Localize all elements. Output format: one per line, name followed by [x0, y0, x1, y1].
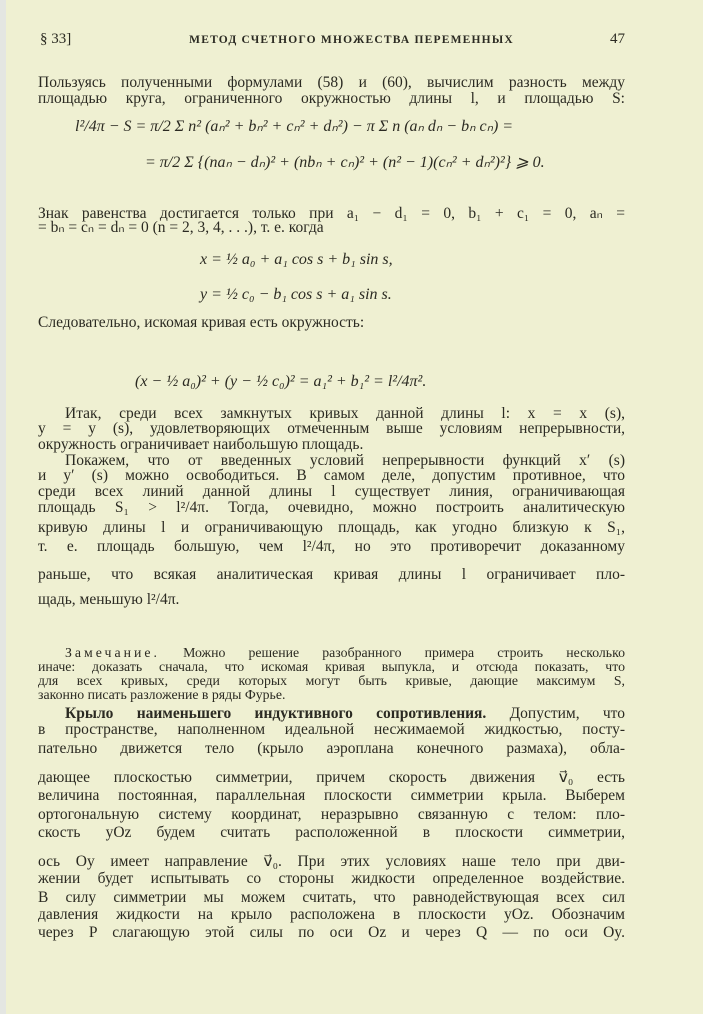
text-fragment: Допустим, что [509, 705, 625, 722]
equation-y: y = ½ c₀ − b₁ cos s + a₁ sin s. [200, 286, 392, 303]
text-line: дающее плоскостью симметрии, причем скорость движения v⃗₀ есть [38, 769, 625, 786]
text-line: В силу симметрии мы можем считать, что равнодействующая всех сил [38, 889, 625, 906]
text-line: площадью круга, ограниченного окружностью длины l, и площадью S: [38, 90, 625, 107]
text-line: = bₙ = cₙ = dₙ = 0 (n = 2, 3, 4, . . .), т. е. когда [38, 219, 324, 236]
note-line: для всех кривых, среди которых могут быть кривые, дающие максимум S, [38, 673, 625, 688]
text-line: Знак равенства достигается только при a₁ − d₁ = 0, b₁ + c₁ = 0, aₙ = [38, 205, 625, 222]
text-line: Следовательно, искомая кривая есть окружность: [38, 314, 365, 331]
scan-edge [0, 0, 6, 1014]
section-heading: Крыло наименьшего индуктивного сопротивления. [65, 705, 487, 722]
text-line: Покажем, что от введенных условий непрерывности функций x′ (s) [65, 452, 625, 469]
text-line: среди всех линий данной длины l существует линия, ограничивающая [38, 483, 625, 500]
text-line: раньше, что всякая аналитическая кривая длины l ограничивает пло- [38, 566, 625, 583]
note-label: Замечание. [65, 645, 160, 660]
text-line: пательно движется тело (крыло аэроплана конечного размаха), обла- [38, 740, 625, 757]
text-line: т. е. площадь большую, чем l²/4π, но это противоречит доказанному [38, 538, 625, 555]
text-line: давления жидкости на крыло расположена в плоскости yOz. Обозначим [38, 906, 625, 923]
text-line: y = y (s), удовлетворяющих отмеченным выше условиям непрерывности, [38, 420, 625, 437]
formula-inequality: = π/2 Σ {(naₙ − dₙ)² + (nbₙ + cₙ)² + (n² − 1)(cₙ² + dₙ²)²} ⩾ 0. [145, 154, 545, 171]
formula-area-difference: l²/4π − S = π/2 Σ n² (aₙ² + bₙ² + cₙ² + dₙ²) − π Σ n (aₙ dₙ − bₙ cₙ) = [75, 118, 514, 135]
equation-circle: (x − ½ a₀)² + (y − ½ c₀)² = a₁² + b₁² = l²/4π². [135, 373, 427, 390]
note-text: Можно решение разобранного примера строить несколько [183, 645, 625, 660]
text-line: ортогональную систему координат, неразрывно связанную с телом: пло- [38, 806, 625, 823]
text-line: щадь, меньшую l²/4π. [38, 591, 180, 608]
text-line: и y′ (s) можно освободиться. В самом деле, допустим противное, что [38, 467, 625, 484]
equation-x: x = ½ a₀ + a₁ cos s + b₁ sin s, [200, 251, 393, 268]
text-line: жении будет испытывать со стороны жидкости определенное воздействие. [38, 870, 625, 887]
text-line: Итак, среди всех замкнутых кривых данной длины l: x = x (s), [65, 405, 625, 422]
running-title: МЕТОД СЧЕТНОГО МНОЖЕСТВА ПЕРЕМЕННЫХ [189, 34, 514, 46]
text-line: через P слагающую этой силы по оси Oz и через Q — по оси Oy. [38, 924, 625, 941]
text-line: площадь S₁ > l²/4π. Тогда, очевидно, можно построить аналитическую [38, 499, 625, 516]
note-line: иначе: доказать сначала, что искомая кривая выпукла, и отсюда показать, что [38, 659, 625, 674]
text-line: кривую длины l и ограничивающую площадь, как угодно близкую к S₁, [38, 519, 625, 536]
page-number: 47 [610, 31, 625, 47]
text-line: величина постоянная, параллельная плоскости симметрии крыла. Выберем [38, 787, 625, 804]
text-line: скость yOz будем считать расположенной в плоскости симметрии, [38, 824, 625, 841]
text-line: ось Oy имеет направление v⃗₀. При этих условиях наше тело при дви- [38, 853, 625, 870]
note-line: законно писать разложение в ряды Фурье. [38, 687, 286, 702]
text-line: в пространстве, наполненном идеальной несжимаемой жидкостью, посту- [38, 721, 625, 738]
section-number: § 33] [40, 31, 72, 47]
text-line: Пользуясь полученными формулами (58) и (60), вычислим разность между [38, 74, 625, 91]
text-line: окружность ограничивает наибольшую площадь. [38, 436, 364, 453]
